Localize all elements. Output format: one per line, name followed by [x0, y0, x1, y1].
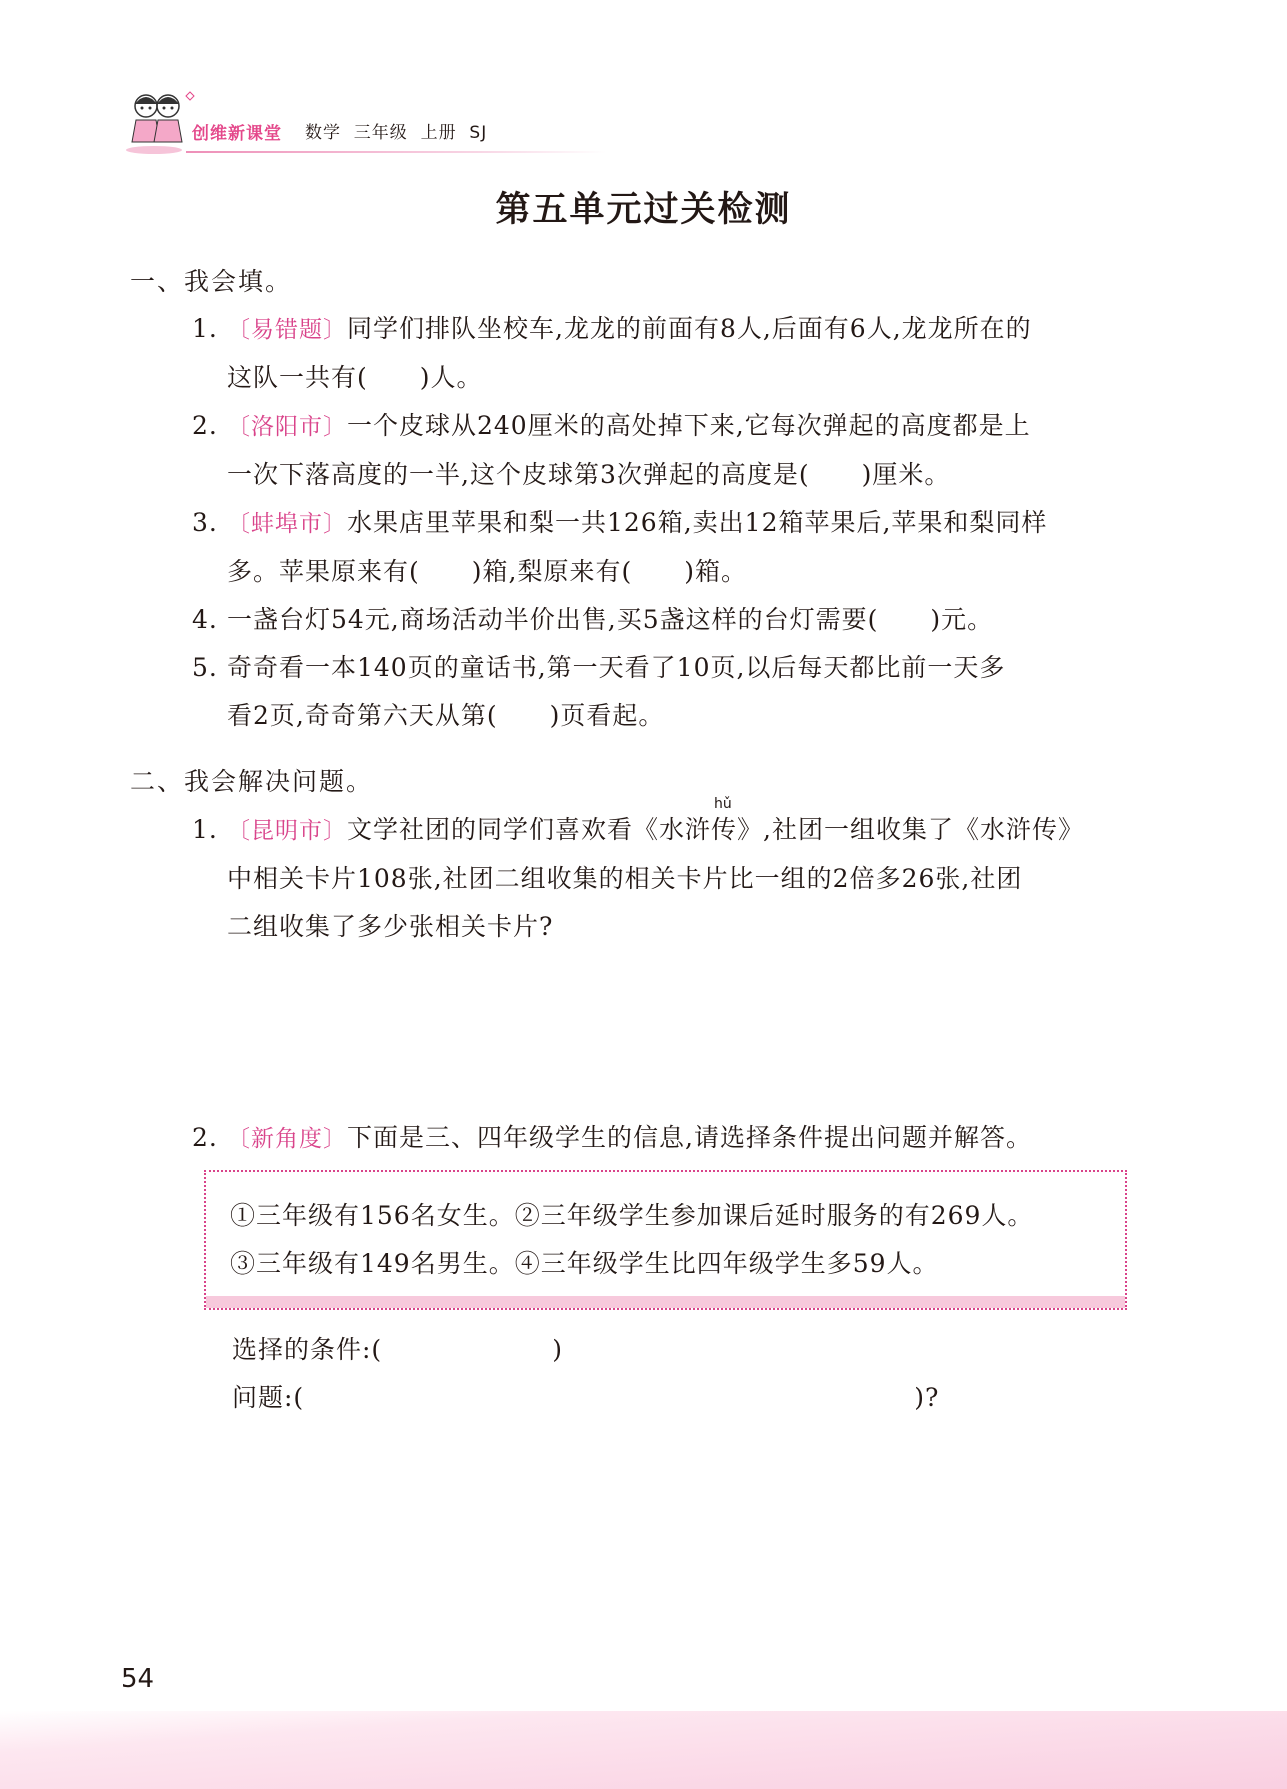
question-tag: 〔新角度〕: [227, 1126, 347, 1152]
info-box-band: [206, 1296, 1125, 1308]
info-box: [204, 1170, 1127, 1310]
condition-answer-line: 选择的条件:( ): [232, 1335, 563, 1364]
question-1-4: 4. 一盏台灯54元,商场活动半价出售,买5盏这样的台灯需要( )元。: [192, 605, 994, 634]
children-logo-icon: [124, 88, 202, 156]
page-title: 第五单元过关检测: [495, 190, 792, 230]
page-number: 54: [121, 1664, 155, 1694]
question-2-2: 2. 〔新角度〕下面是三、四年级学生的信息,请选择条件提出问题并解答。: [192, 1123, 1032, 1152]
question-1-2: 2. 〔洛阳市〕一个皮球从240厘米的高处掉下来,它每次弹起的高度都是上 一次下落高度的一半,这个皮球第3次弹起的高度是( )厘米。: [192, 411, 1031, 489]
question-1-5: 5. 奇奇看一本140页的童话书,第一天看了10页,以后每天都比前一天多 看2页,奇奇第六天从第( )页看起。: [192, 653, 1006, 730]
question-tag: 〔洛阳市〕: [227, 414, 347, 440]
question-answer-line: 问题:( )?: [232, 1383, 940, 1412]
question-tag: 〔昆明市〕: [227, 818, 347, 844]
question-1-1: 1. 〔易错题〕同学们排队坐校车,龙龙的前面有8人,后面有6人,龙龙所在的 这队一共有( )人。: [192, 314, 1032, 392]
question-tag: 〔蚌埠市〕: [227, 511, 347, 537]
section-2-heading: 二、我会解决问题。: [130, 767, 374, 796]
info-line-1: ①三年级有156名女生。②三年级学生参加课后延时服务的有269人。: [230, 1201, 1034, 1230]
section-1-heading: 一、我会填。: [130, 267, 293, 296]
page-header: [124, 88, 1114, 158]
footer-band: [0, 1711, 1287, 1789]
brand-name: 创维新课堂: [192, 124, 282, 144]
question-tag: 〔易错题〕: [227, 317, 347, 343]
header-divider: [186, 151, 606, 153]
pinyin-annotation: hǔ: [714, 796, 732, 812]
info-line-2: ③三年级有149名男生。④三年级学生比四年级学生多59人。: [230, 1249, 939, 1278]
book-info: 数学 三年级 上册 SJ: [305, 123, 488, 143]
question-1-3: 3. 〔蚌埠市〕水果店里苹果和梨一共126箱,卖出12箱苹果后,苹果和梨同样 多。苹果原来有( )箱,梨原来有( )箱。: [192, 508, 1048, 586]
question-2-1: 1. 〔昆明市〕文学社团的同学们喜欢看《水浒传》,社团一组收集了《水浒传》 中相关卡片108张,社团二组收集的相关卡片比一组的2倍多26张,社团 二组收集了多少张相关卡片?: [192, 815, 1084, 941]
